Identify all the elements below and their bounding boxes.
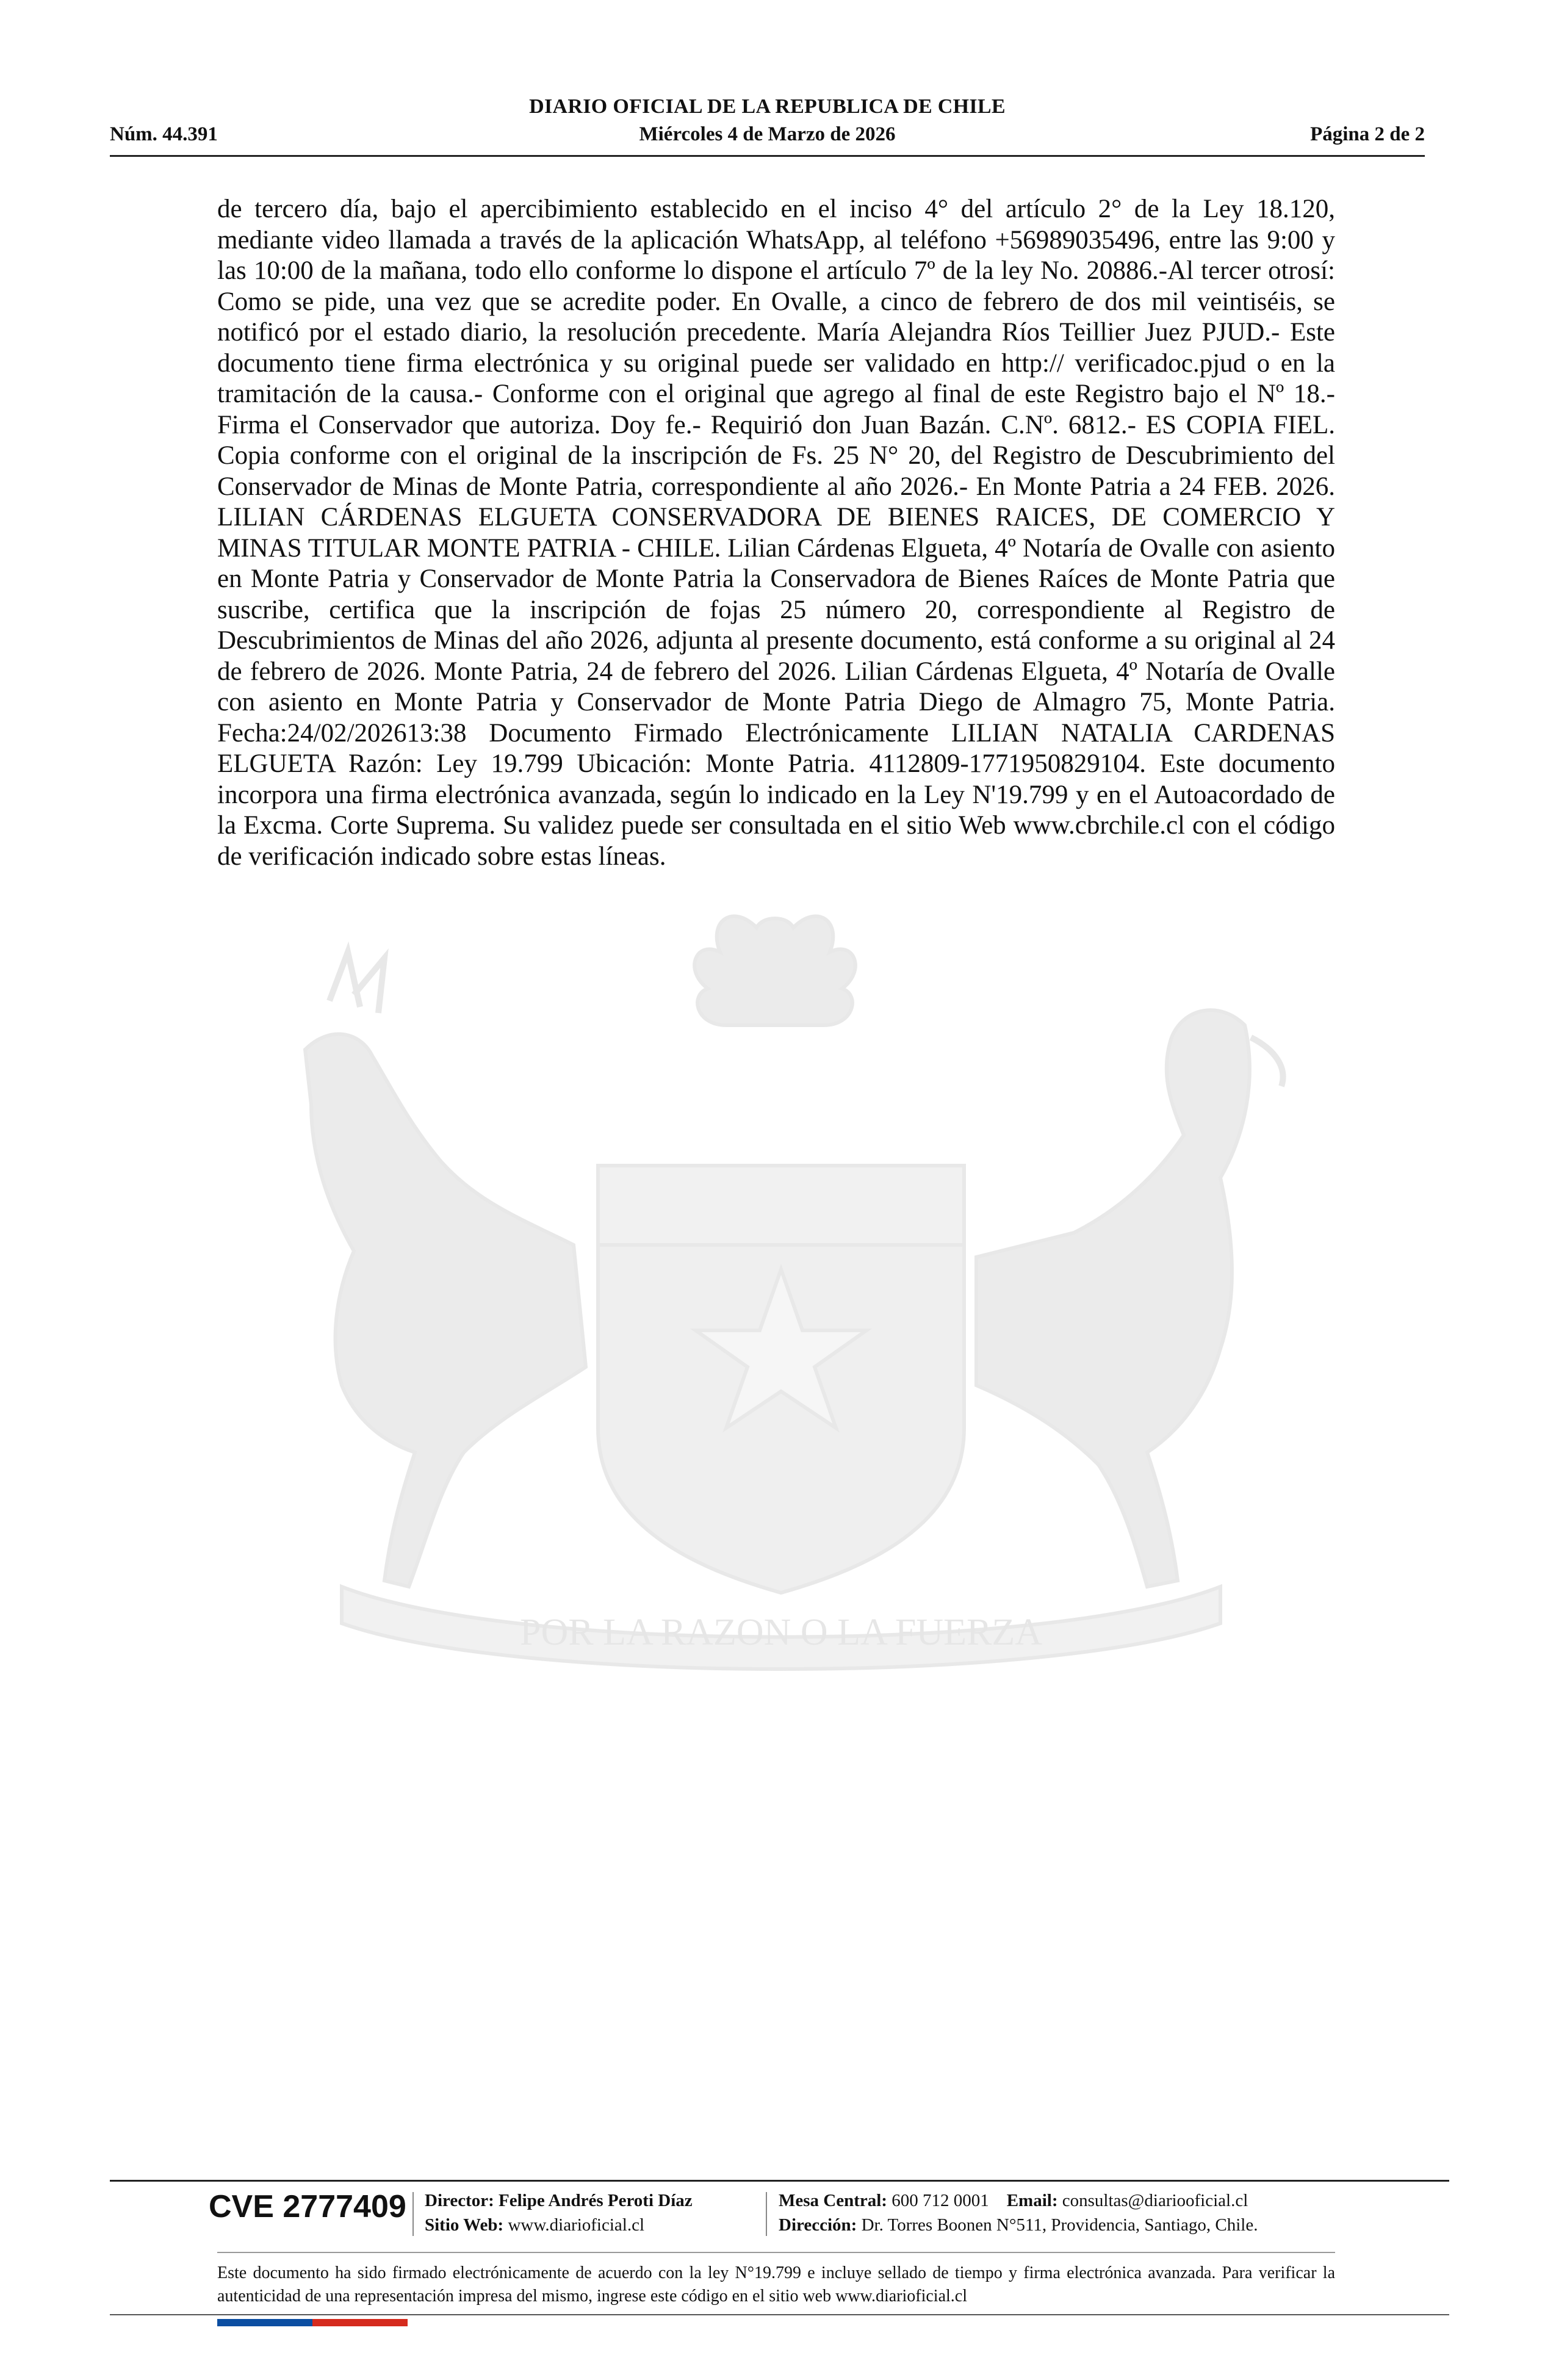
journal-title: DIARIO OFICIAL DE LA REPUBLICA DE CHILE [529,95,1006,118]
director-name: Felipe Andrés Peroti Díaz [499,2191,693,2210]
coat-of-arms-icon [207,903,1355,1684]
mesa-label: Mesa Central: [779,2191,887,2210]
footer-separator [766,2192,767,2236]
email-label: Email: [1006,2191,1058,2210]
cve-code: CVE 2777409 [209,2189,406,2224]
flag-bar-blue [217,2319,312,2326]
website-label: Sitio Web: [425,2215,504,2235]
mesa-phone: 600 712 0001 [891,2191,989,2210]
document-body: de tercero día, bajo el apercibimiento establecido en el inciso 4° del artículo 2° de la Ley 18.120, mediante video llamada a través de la aplicación WhatsApp, al teléfono +56989035496, entre las 9:00 y las 10:00 de la mañana, todo ello conforme lo dispone el artículo 7º de la ley No. 20886.-Al tercer otrosí: Como se pide, una vez que se acredite poder. En Ovalle, a cinco de febrero de dos mil veintiséis, se notificó por el estado diario, la resolución precedente. María Alejandra Ríos Teillier Juez PJUD.- Este documento tiene firma electrónica y su original puede ser validado en http:// verificadoc.pjud o en la tramitación de la causa.- Conforme con el original que agrego al final de este Registro bajo el Nº 18.- Firma el Conservador que autoriza. Doy fe.- Requirió don Juan Bazán. C.Nº. 6812.- ES COPIA FIEL. Copia conforme con el original de la inscripción de Fs. 25 N° 20, del Registro de Descubrimiento del Conservador de Minas de Monte Patria, correspondiente al año 2026.- En Monte Patria a 24 FEB. 2026. LILIAN CÁRDENAS ELGUETA CONSERVADORA DE BIENES RAICES, DE COMERCIO Y MINAS TITULAR MONTE PATRIA - CHILE. Lilian Cárdenas Elgueta, 4º Notaría de Ovalle con asiento en Monte Patria y Conservador de Monte Patria la Conservadora de Bienes Raíces de Monte Patria que suscribe, certifica que la inscripción de fojas 25 número 20, correspondiente al Registro de Descubrimientos de Minas del año 2026, adjunta al presente documento, está conforme a su original al 24 de febrero de 2026. Monte Patria, 24 de febrero del 2026. Lilian Cárdenas Elgueta, 4º Notaría de Ovalle con asiento en Monte Patria y Conservador de Monte Patria Diego de Almagro 75, Monte Patria. Fecha:24/02/202613:38 Documento Firmado Electrónicamente LILIAN NATALIA CARDENAS ELGUETA Razón: Ley 19.799 Ubicación: Monte Patria. 4112809-1771950829104. Este documento incorpora una firma electrónica avanzada, según lo indicado en la Ley N'19.799 y en el Autoacordado de la Excma. Corte Suprema. Su validez puede ser consultada en el sitio Web www.cbrchile.cl con el código de verificación indicado sobre estas líneas. [217,195,1335,871]
footer-director-block [425,2188,693,2237]
header-divider [110,155,1425,157]
email-link[interactable]: consultas@diariooficial.cl [1062,2191,1248,2210]
signature-note: Este documento ha sido firmado electrónicamente de acuerdo con la ley N°19.799 e incluye sellado de tiempo y firma electrónica avanzada. Para verificar la autenticidad de una representación impresa del mismo, ingrese este código en el sitio web www.diarioficial.cl [217,2263,1335,2306]
director-label: Director: [425,2191,494,2210]
address-value: Dr. Torres Boonen N°511, Providencia, Santiago, Chile. [861,2215,1258,2235]
footer-contact-block [779,2188,1258,2237]
footer-divider [110,2180,1449,2182]
issue-number: Núm. 44.391 [110,123,218,145]
footer-bottom-divider [110,2314,1449,2315]
watermark-motto: POR LA RAZON O LA FUERZA [519,1612,1043,1653]
footer-note-divider [217,2252,1335,2253]
address-label: Dirección: [779,2215,857,2235]
flag-bar-red [312,2319,408,2326]
page-header [110,92,1425,159]
website-link[interactable]: www.diarioficial.cl [508,2215,645,2235]
issue-date: Miércoles 4 de Marzo de 2026 [639,123,896,145]
page-indicator: Página 2 de 2 [1310,123,1425,145]
footer-separator [412,2192,414,2236]
